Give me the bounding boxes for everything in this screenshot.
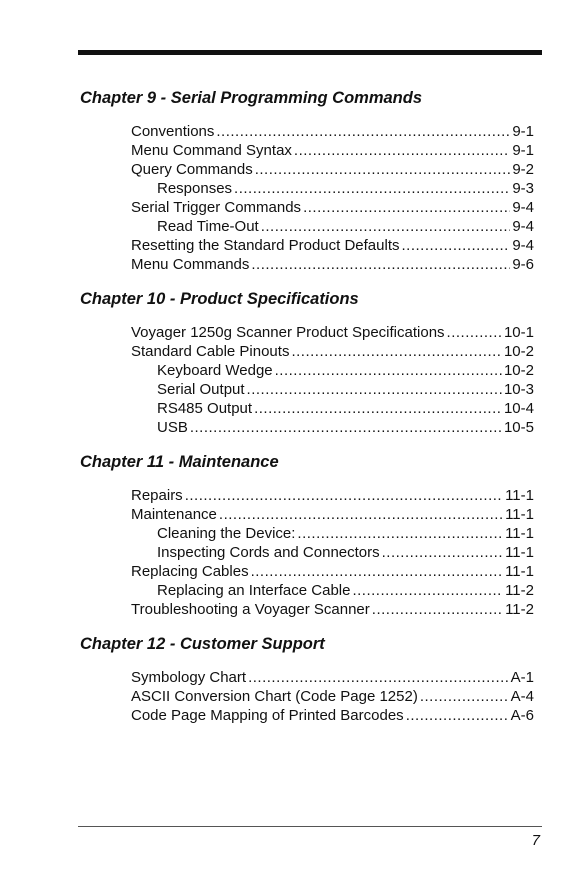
- toc-entry-page: 9-6: [512, 256, 534, 273]
- dot-leader: [291, 342, 502, 361]
- toc-entry-page: 10-5: [503, 419, 534, 436]
- toc-entry-label: Troubleshooting a Voyager Scanner: [131, 601, 370, 618]
- dot-leader: [185, 486, 503, 505]
- dot-leader: [402, 236, 511, 255]
- toc-entry-label: RS485 Output: [157, 400, 253, 417]
- dot-leader: [254, 399, 502, 418]
- toc-entry[interactable]: [157, 418, 534, 437]
- toc-entry[interactable]: [157, 399, 534, 418]
- toc-entry[interactable]: [131, 687, 534, 706]
- toc-entry-label: Voyager 1250g Scanner Product Specifications: [131, 324, 445, 341]
- toc-entry-label: Serial Output: [157, 381, 245, 398]
- dot-leader: [251, 255, 510, 274]
- toc-entry[interactable]: [157, 581, 534, 600]
- dot-leader: [261, 217, 511, 236]
- dot-leader: [382, 543, 503, 562]
- toc-entry-label: Keyboard Wedge: [157, 362, 273, 379]
- toc-entry-page: 9-4: [512, 218, 534, 235]
- toc-entry[interactable]: [131, 600, 534, 619]
- toc-entry[interactable]: [131, 236, 534, 255]
- toc-entry-page: 10-3: [503, 381, 534, 398]
- toc-entry[interactable]: [131, 198, 534, 217]
- dot-leader: [372, 600, 503, 619]
- toc-entry-label: Repairs: [131, 487, 183, 504]
- toc-entry-page: A-6: [510, 707, 534, 724]
- page-number: 7: [531, 832, 540, 849]
- toc-entry-label: USB: [157, 419, 188, 436]
- toc-entry-label: Symbology Chart: [131, 669, 247, 686]
- toc-entry[interactable]: [157, 179, 534, 198]
- toc-entry-page: 9-1: [512, 142, 534, 159]
- toc-entry-page: 9-1: [512, 123, 534, 140]
- toc-entry[interactable]: [157, 543, 534, 562]
- toc-entry-label: Conventions: [131, 123, 215, 140]
- dot-leader: [234, 179, 510, 198]
- toc-entry[interactable]: [157, 361, 534, 380]
- toc-entry-page: A-4: [510, 688, 534, 705]
- toc-entry-label: Menu Command Syntax: [131, 142, 292, 159]
- toc-entry-label: Replacing Cables: [131, 563, 249, 580]
- dot-leader: [447, 323, 502, 342]
- toc-entry-label: Read Time-Out: [157, 218, 259, 235]
- dot-leader: [303, 198, 510, 217]
- toc-entry-label: ASCII Conversion Chart (Code Page 1252): [131, 688, 418, 705]
- toc-entry-label: Query Commands: [131, 161, 253, 178]
- toc-entry[interactable]: [131, 668, 534, 687]
- toc-entry-page: 11-1: [505, 525, 534, 542]
- toc-entry-page: 11-1: [505, 487, 534, 504]
- toc-entry-page: 10-4: [503, 400, 534, 417]
- toc-entry-page: 9-4: [512, 237, 534, 254]
- toc-entry-label: Cleaning the Device:: [157, 525, 296, 542]
- toc-entry[interactable]: [131, 505, 534, 524]
- dot-leader: [294, 141, 510, 160]
- toc-entry-page: 11-2: [505, 601, 534, 618]
- toc-entry-label: Serial Trigger Commands: [131, 199, 302, 216]
- toc-entry-label: Replacing an Interface Cable: [157, 582, 351, 599]
- toc-entry[interactable]: [131, 160, 534, 179]
- dot-leader: [251, 562, 504, 581]
- toc-entry[interactable]: [131, 122, 534, 141]
- toc-entry[interactable]: [131, 255, 534, 274]
- toc-entry[interactable]: [131, 562, 534, 581]
- toc-entry-label: Resetting the Standard Product Defaults: [131, 237, 400, 254]
- toc-entry-page: 10-2: [503, 343, 534, 360]
- toc-entry[interactable]: [131, 141, 534, 160]
- dot-leader: [297, 524, 503, 543]
- toc-entry-page: 10-1: [503, 324, 534, 341]
- toc-entry-label: Maintenance: [131, 506, 217, 523]
- chapter-heading: Chapter 9 - Serial Programming Commands: [80, 89, 422, 107]
- toc-entry-page: 11-1: [505, 544, 534, 561]
- toc-entry-label: Responses: [157, 180, 233, 197]
- dot-leader: [219, 505, 503, 524]
- toc-entry-page: 9-4: [512, 199, 534, 216]
- toc-entry[interactable]: [157, 524, 534, 543]
- chapter-heading: Chapter 12 - Customer Support: [80, 635, 325, 653]
- toc-entry-label: Inspecting Cords and Connectors: [157, 544, 380, 561]
- header-rule: [78, 50, 542, 55]
- toc-entry-page: 11-1: [505, 563, 534, 580]
- chapter-heading: Chapter 11 - Maintenance: [80, 453, 279, 471]
- toc-entry-page: 10-2: [503, 362, 534, 379]
- toc-entry[interactable]: [131, 342, 534, 361]
- chapter-heading: Chapter 10 - Product Specifications: [80, 290, 359, 308]
- toc-entry-page: A-1: [510, 669, 534, 686]
- toc-entry-page: 11-1: [505, 506, 534, 523]
- dot-leader: [352, 581, 503, 600]
- dot-leader: [275, 361, 502, 380]
- dot-leader: [255, 160, 511, 179]
- dot-leader: [420, 687, 509, 706]
- toc-entry-page: 11-2: [505, 582, 534, 599]
- dot-leader: [216, 122, 510, 141]
- toc-entry-label: Standard Cable Pinouts: [131, 343, 290, 360]
- dot-leader: [247, 380, 502, 399]
- toc-entry-label: Code Page Mapping of Printed Barcodes: [131, 707, 404, 724]
- toc-entry-label: Menu Commands: [131, 256, 250, 273]
- footer-rule: [78, 826, 542, 827]
- dot-leader: [406, 706, 509, 725]
- dot-leader: [248, 668, 509, 687]
- toc-entry[interactable]: [131, 486, 534, 505]
- toc-entry[interactable]: [131, 323, 534, 342]
- toc-entry-page: 9-3: [512, 180, 534, 197]
- toc-entry-page: 9-2: [512, 161, 534, 178]
- toc-entry[interactable]: [157, 380, 534, 399]
- toc-entry[interactable]: [157, 217, 534, 236]
- dot-leader: [190, 418, 502, 437]
- toc-entry[interactable]: [131, 706, 534, 725]
